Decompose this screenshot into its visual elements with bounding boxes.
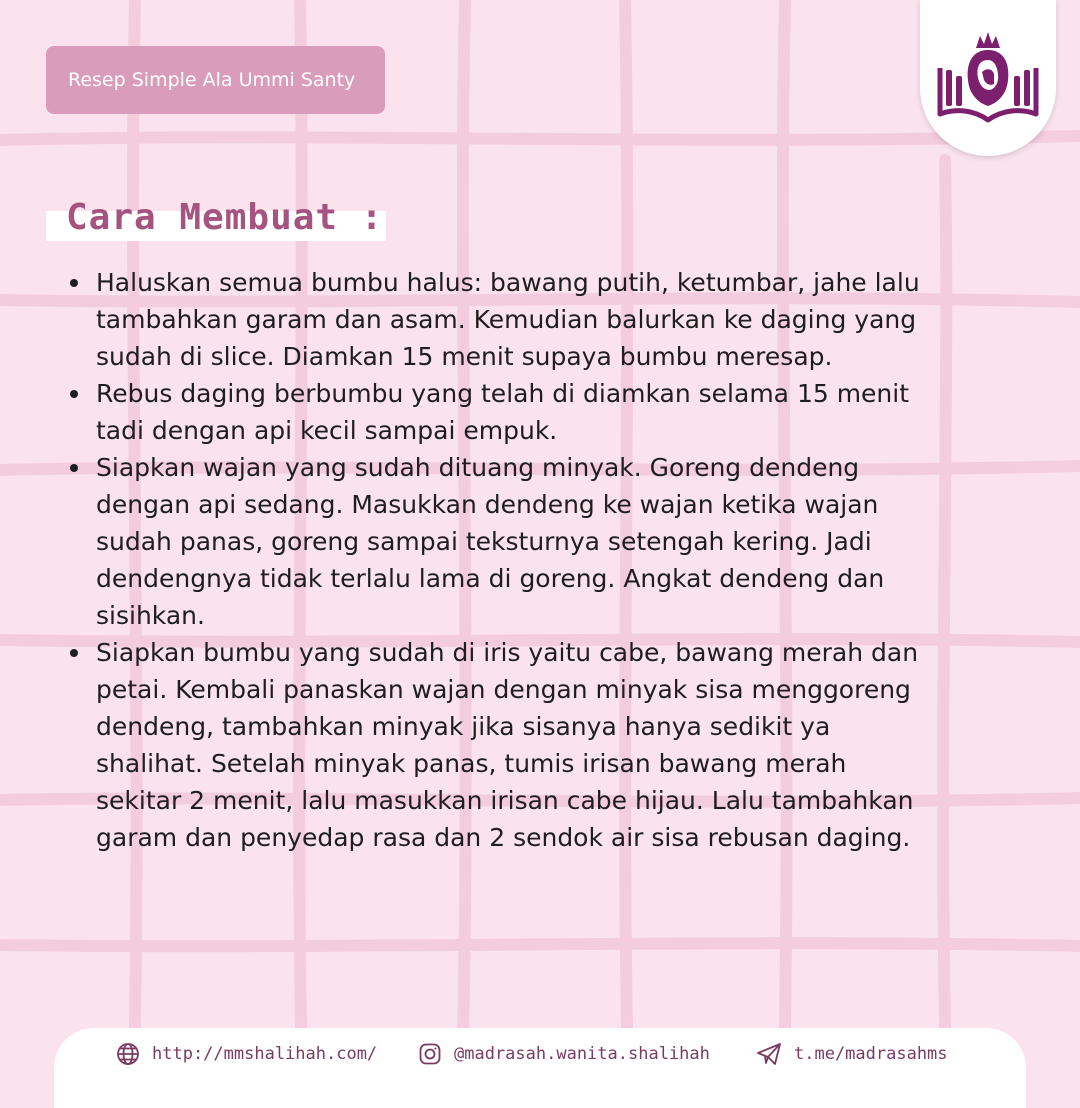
footer-telegram-link[interactable]	[756, 1040, 948, 1068]
step-item	[70, 264, 920, 375]
steps-list	[70, 264, 920, 856]
step-text: Siapkan wajan yang sudah dituang minyak. Goreng dendeng dengan api sedang. Masukkan dendeng ke wajan ketika wajan sudah panas, goreng sampai teksturnya setengah kering. Jadi dendengnya tidak terlalu lama di goreng. Angkat dendeng dan sisihkan.	[96, 453, 885, 630]
telegram-text: t.me/madrasahms	[794, 1044, 948, 1064]
bullet-icon	[70, 390, 78, 398]
step-item	[70, 375, 920, 449]
step-text: Rebus daging berbumbu yang telah di diamkan selama 15 menit tadi dengan api kecil sampai empuk.	[96, 379, 910, 445]
bullet-icon	[70, 464, 78, 472]
recipe-series-tag	[46, 46, 385, 114]
step-item	[70, 449, 920, 634]
section-heading: Cara Membuat :	[66, 197, 384, 238]
step-text: Haluskan semua bumbu halus: bawang putih, ketumbar, jahe lalu tambahkan garam dan asam. Kemudian balurkan ke daging yang sudah di slice. Diamkan 15 menit supaya bumbu meresap.	[96, 268, 920, 371]
recipe-series-label: Resep Simple Ala Ummi Santy	[68, 69, 356, 91]
instagram-text: @madrasah.wanita.shalihah	[454, 1044, 710, 1064]
step-text: Siapkan bumbu yang sudah di iris yaitu cabe, bawang merah dan petai. Kembali panaskan wajan dengan minyak sisa menggoreng dendeng, tambahkan minyak jika sisanya hanya sedikit ya shalihat. Setelah minyak panas, tumis irisan bawang merah sekitar 2 menit, lalu masukkan irisan cabe hijau. Lalu tambahkan garam dan penyedap rasa dan 2 sendok air sisa rebusan daging.	[96, 638, 919, 852]
step-item	[70, 634, 920, 856]
hijab-book-logo-icon	[932, 28, 1044, 128]
bullet-icon	[70, 279, 78, 287]
telegram-icon	[756, 1042, 782, 1066]
website-text: http://mmshalihah.com/	[152, 1044, 378, 1064]
instagram-icon	[418, 1042, 442, 1066]
section-heading-wrap	[46, 192, 383, 244]
brand-logo-badge[interactable]	[920, 0, 1056, 156]
footer-website-link[interactable]	[116, 1040, 377, 1068]
bullet-icon	[70, 649, 78, 657]
globe-icon	[116, 1042, 140, 1066]
footer-instagram-link[interactable]	[418, 1040, 710, 1068]
